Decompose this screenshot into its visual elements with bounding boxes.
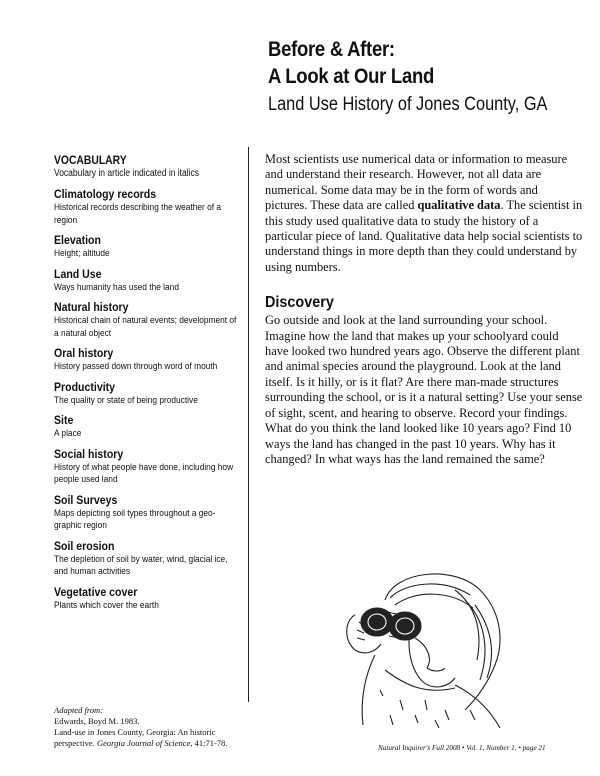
- term-definition: Historical records describing the weather of a region: [54, 202, 222, 226]
- term-definition: Ways humanity has used the land: [54, 281, 179, 293]
- discovery-paragraph: Go outside and look at the land surrounding your school. Imagine how the land that makes up your schoolyard could have looked two hundred years ago. Observe the different plant and animal species around the playground. Look at the land itself. Is it hilly, or is it flat? Are there man-made structures surrounding the school, or is it a natural setting? Use your sense of sight, scent, and hearing to observe. Record your findings. What do you think the land looked like 10 years ago? Find 10 ways the land has changed in the past 10 years. Why has it changed? In what ways has the land remained the same?: [265, 313, 583, 466]
- term-name: Soil erosion: [54, 538, 115, 553]
- vocab-term: [54, 538, 242, 579]
- term-definition: The depletion of soil by water, wind, glacial ice, and human activities: [54, 553, 228, 577]
- page-title-line-1: Before & After:: [268, 38, 395, 61]
- vocab-term: [54, 186, 242, 227]
- vocab-term: [54, 266, 242, 295]
- term-definition: A place: [54, 428, 82, 439]
- discovery-heading: Discovery: [265, 294, 334, 312]
- term-name: Oral history: [54, 346, 114, 360]
- page-subtitle: Land Use History of Jones County, GA: [268, 94, 548, 115]
- column-divider: [248, 147, 249, 702]
- term-definition: History passed down through word of mouth: [54, 361, 218, 372]
- source-journal: Georgia Journal of Science,: [96, 738, 193, 748]
- term-name: Climatology records: [54, 187, 157, 201]
- term-definition: The quality or state of being productive: [54, 394, 198, 406]
- main-column: [265, 152, 583, 467]
- vocab-term: [54, 446, 242, 487]
- source-line-1: Edwards, Boyd M. 1983.: [54, 716, 140, 726]
- source-line-2: Land-use in Jones County, Georgia: An historic: [54, 727, 216, 737]
- term-name: Land Use: [54, 266, 102, 281]
- binoculars-person-illustration: [315, 560, 545, 730]
- term-definition: Historical chain of natural events; development of a natural object: [54, 315, 237, 339]
- term-definition: Height; altitude: [54, 248, 110, 259]
- term-name: Soil Surveys: [54, 492, 118, 507]
- term-name: Productivity: [54, 379, 116, 394]
- vocab-term: [54, 232, 242, 261]
- vocabulary-intro: Vocabulary in article indicated in italics: [54, 168, 200, 179]
- term-name: Social history: [54, 446, 124, 461]
- vocabulary-sidebar: [54, 154, 242, 617]
- term-definition: Maps depicting soil types throughout a geo-graphic region: [54, 507, 216, 531]
- term-name: Natural history: [54, 300, 129, 314]
- vocab-term: [54, 412, 242, 441]
- vocabulary-heading: VOCABULARY: [54, 155, 127, 167]
- vocab-term: [54, 379, 242, 408]
- intro-paragraph: Most scientists use numerical data or information to measure and understand their research. However, not all data are numerical. Some data may be in the form of words and pictures. These data are called qualitative data. The scientist in this study used qualitative data to study the history of a particular piece of land. Qualitative data help social scientists to understand things in more depth than they could understand by using numbers.: [265, 152, 583, 274]
- vocab-term: [54, 492, 242, 533]
- title-block: [268, 36, 588, 118]
- source-citation: [54, 705, 254, 749]
- source-label: Adapted from:: [54, 705, 104, 715]
- vocab-term: [54, 584, 242, 613]
- qualitative-data-term: qualitative data: [417, 198, 501, 213]
- term-name: Vegetative cover: [54, 584, 138, 599]
- term-definition: History of what people have done, including how people used land: [54, 461, 234, 485]
- term-name: Site: [54, 413, 74, 427]
- term-definition: Plants which cover the earth: [54, 599, 159, 611]
- page-title-line-2: A Look at Our Land: [268, 65, 435, 88]
- vocab-term: [54, 299, 242, 340]
- term-name: Elevation: [54, 233, 101, 247]
- source-line-3: perspective. Georgia Journal of Science, 41:71-78.: [54, 738, 228, 748]
- vocab-term: [54, 345, 242, 374]
- page-footer: Natural Inquirer's Fall 2008 • Vol. 1, Number 1, • page 21: [378, 744, 546, 752]
